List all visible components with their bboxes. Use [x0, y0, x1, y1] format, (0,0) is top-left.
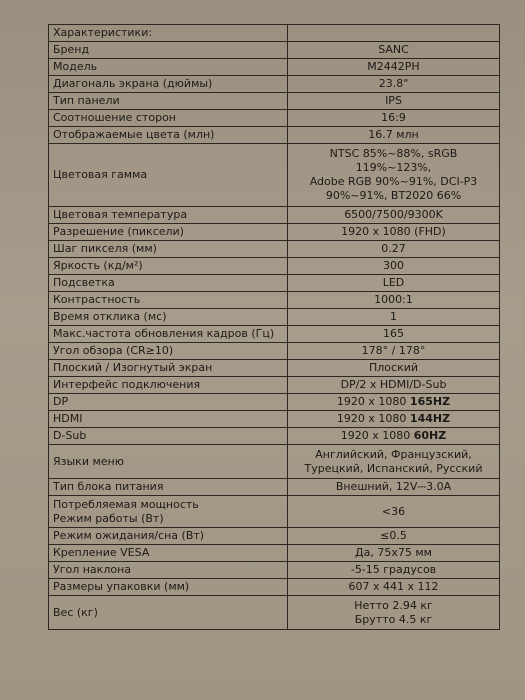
spec-value: 1920 x 1080 — [336, 412, 407, 425]
spec-row-model — [49, 59, 500, 76]
spec-row-interfaces — [49, 377, 500, 394]
spec-label: DP — [49, 394, 288, 411]
spec-value-line: Турецкий, Испанский, Русский — [304, 461, 483, 475]
spec-label: HDMI — [49, 411, 288, 428]
spec-value-combined — [288, 394, 500, 411]
spec-label: Вес (кг) — [49, 596, 288, 630]
spec-row-dsub — [49, 428, 500, 445]
spec-row-power-supply — [49, 479, 500, 496]
spec-row-color-gamut — [49, 144, 500, 207]
spec-value: -5-15 градусов — [288, 562, 500, 579]
spec-row-resolution — [49, 224, 500, 241]
spec-value-line: 90%~91%, BT2020 66% — [325, 189, 462, 202]
table-header-row — [49, 25, 500, 42]
spec-value: DP/2 x HDMI/D-Sub — [288, 377, 500, 394]
spec-label: Яркость (кд/м²) — [49, 258, 288, 275]
spec-row-hdmi — [49, 411, 500, 428]
spec-value: SANC — [288, 42, 500, 59]
spec-row-power-consumption — [49, 496, 500, 528]
spec-value-multiline — [288, 596, 500, 630]
spec-label: Цветовая температура — [49, 207, 288, 224]
spec-label: Макс.частота обновления кадров (Гц) — [49, 326, 288, 343]
spec-row-contrast — [49, 292, 500, 309]
spec-value-line: Нетто 2.94 кг — [354, 598, 433, 612]
spec-value: 607 x 441 x 112 — [288, 579, 500, 596]
spec-row-vesa — [49, 545, 500, 562]
spec-label: Режим ожидания/сна (Вт) — [49, 528, 288, 545]
spec-label: Разрешение (пиксели) — [49, 224, 288, 241]
spec-row-color-temperature — [49, 207, 500, 224]
spec-row-viewing-angle — [49, 343, 500, 360]
spec-label: Крепление VESA — [49, 545, 288, 562]
spec-row-panel-type — [49, 93, 500, 110]
spec-label-line: Режим работы (Вт) — [53, 511, 164, 525]
spec-label: Время отклика (мс) — [49, 309, 288, 326]
spec-row-tilt — [49, 562, 500, 579]
spec-value: Да, 75x75 мм — [288, 545, 500, 562]
spec-value: 1920 x 1080 — [336, 395, 407, 408]
spec-label: Диагональ экрана (дюймы) — [49, 76, 288, 93]
spec-row-screen-shape — [49, 360, 500, 377]
spec-label: Отображаемые цвета (млн) — [49, 127, 288, 144]
spec-label: Цветовая гамма — [49, 144, 288, 207]
spec-label-multiline — [49, 496, 288, 528]
spec-row-standby-power — [49, 528, 500, 545]
spec-value-line: NTSC 85%~88%, sRGB 119%~123%, — [329, 147, 458, 174]
spec-label-line: Потребляемая мощность — [53, 497, 199, 511]
spec-value: LED — [288, 275, 500, 292]
spec-value: M2442PH — [288, 59, 500, 76]
spec-value: 0.27 — [288, 241, 500, 258]
spec-value: IPS — [288, 93, 500, 110]
spec-label: Модель — [49, 59, 288, 76]
spec-value-multiline — [288, 144, 500, 207]
spec-value: 1 — [288, 309, 500, 326]
spec-row-brightness — [49, 258, 500, 275]
spec-value: Плоский — [288, 360, 500, 377]
spec-value: <36 — [288, 496, 500, 528]
spec-label: Бренд — [49, 42, 288, 59]
spec-value-refresh: 165HZ — [409, 395, 451, 408]
spec-value: 300 — [288, 258, 500, 275]
spec-value-multiline — [288, 445, 500, 479]
spec-value: Внешний, 12V⎓3.0A — [288, 479, 500, 496]
spec-value-line: Английский, Французский, — [315, 447, 472, 461]
spec-value: 16.7 млн — [288, 127, 500, 144]
spec-value: 6500/7500/9300K — [288, 207, 500, 224]
spec-row-pixel-pitch — [49, 241, 500, 258]
spec-value: 1920 x 1080 — [340, 429, 411, 442]
spec-label: Угол обзора (CR≥10) — [49, 343, 288, 360]
spec-value: 165 — [288, 326, 500, 343]
spec-row-menu-languages — [49, 445, 500, 479]
spec-row-dp — [49, 394, 500, 411]
spec-label: Шаг пикселя (мм) — [49, 241, 288, 258]
spec-row-refresh-rate — [49, 326, 500, 343]
spec-row-aspect-ratio — [49, 110, 500, 127]
spec-value: 16:9 — [288, 110, 500, 127]
spec-label: Тип панели — [49, 93, 288, 110]
spec-row-backlight — [49, 275, 500, 292]
spec-label: Языки меню — [49, 445, 288, 479]
spec-label: Контрастность — [49, 292, 288, 309]
spec-row-brand — [49, 42, 500, 59]
spec-label: Интерфейс подключения — [49, 377, 288, 394]
table-header-empty — [288, 25, 500, 42]
spec-value: 23.8" — [288, 76, 500, 93]
spec-value-refresh: 60HZ — [413, 429, 447, 442]
spec-value-combined — [288, 411, 500, 428]
spec-value: 1920 x 1080 (FHD) — [288, 224, 500, 241]
spec-value: 1000:1 — [288, 292, 500, 309]
spec-label: Подсветка — [49, 275, 288, 292]
spec-row-diagonal — [49, 76, 500, 93]
spec-label: Плоский / Изогнутый экран — [49, 360, 288, 377]
spec-row-response-time — [49, 309, 500, 326]
spec-value-line: Adobe RGB 90%~91%, DCI-P3 — [309, 175, 478, 188]
spec-value: 178° / 178° — [288, 343, 500, 360]
spec-value-combined — [288, 428, 500, 445]
spec-value-refresh: 144HZ — [409, 412, 451, 425]
table-header-label: Характеристики: — [49, 25, 288, 42]
specifications-table — [48, 24, 500, 630]
spec-label: Соотношение сторон — [49, 110, 288, 127]
spec-value-line: Брутто 4.5 кг — [354, 612, 433, 626]
spec-label: Тип блока питания — [49, 479, 288, 496]
spec-row-colors — [49, 127, 500, 144]
spec-value: ≤0.5 — [288, 528, 500, 545]
spec-row-weight — [49, 596, 500, 630]
spec-label: Размеры упаковки (мм) — [49, 579, 288, 596]
spec-label: Угол наклона — [49, 562, 288, 579]
spec-label: D-Sub — [49, 428, 288, 445]
spec-row-package-size — [49, 579, 500, 596]
